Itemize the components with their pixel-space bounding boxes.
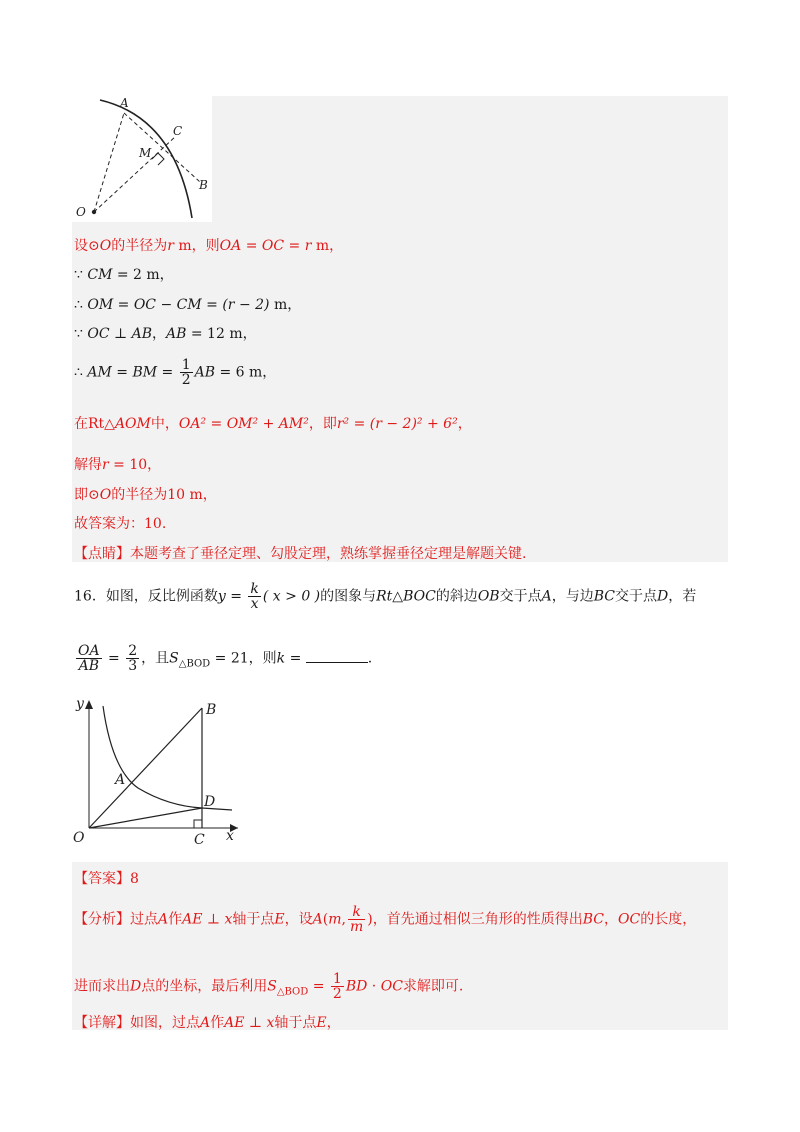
figure-circle-arc bbox=[72, 96, 212, 222]
fraction-oa-over-ab: $\frac{OA}{AB}$ bbox=[78, 643, 100, 674]
fig1-label-o: O bbox=[76, 205, 86, 219]
figure-reciprocal-triangle bbox=[72, 692, 252, 852]
fraction-one-half-2: $\frac{1}{2}$ bbox=[332, 971, 342, 1002]
fig2-label-a: A bbox=[115, 772, 126, 788]
solution-line-6: 在Rt△AOM中，OA² = OM² + AM²，即r² = (r − 2)² + 6²， bbox=[74, 416, 472, 432]
fig1-label-a: A bbox=[120, 96, 129, 110]
fig2-label-x: x bbox=[226, 828, 234, 844]
answer-blank[interactable] bbox=[306, 648, 368, 663]
question-number: 16． bbox=[74, 588, 106, 605]
solution-line-8: 即⊙O的半径为10 m， bbox=[74, 487, 217, 503]
fig2-label-o: O bbox=[73, 830, 85, 846]
key-point-line: 【点睛】本题考查了垂径定理、勾股定理，熟练掌握垂径定理是解题关键. bbox=[74, 546, 527, 562]
question-16-line-2: $\frac{OA}{AB}$ = $\frac{2}{3}$ ，且$S_{\triangle BOD} = 21$，则k = . bbox=[78, 643, 373, 674]
analysis-line-2: 进而求出D点的坐标，最后利用$S_{\triangle BOD}$ = $\frac{1}{2}$ BD · OC求解即可. bbox=[74, 971, 464, 1002]
question-16-line-1: 16．如图，反比例函数y = $\frac{k}{x}$ ( x > 0 )的图象与Rt△BOC的斜边OB交于点A，与边BC交于点D，若 bbox=[74, 581, 697, 612]
fig2-label-y: y bbox=[76, 696, 84, 712]
fig2-label-c: C bbox=[194, 832, 205, 848]
solution-line-9: 故答案为：10. bbox=[74, 516, 167, 532]
analysis-line-1: 【分析】过点A作AE ⊥ x轴于点E，设A(m, $\frac{k}{m}$ )，首先通过相似三角形的性质得出BC，OC的长度， bbox=[74, 904, 697, 935]
key-point-tag: 【点睛】 bbox=[74, 546, 130, 562]
fraction-two-thirds: $\frac{2}{3}$ bbox=[128, 643, 138, 674]
answer-tag: 【答案】 bbox=[74, 871, 130, 887]
solution-line-1: 设⊙O的半径为r m，则OA = OC = r m， bbox=[74, 238, 344, 254]
solution-line-4: ∵ OC ⊥ AB，AB = 12 m， bbox=[74, 326, 257, 342]
answer-line bbox=[74, 869, 139, 889]
answer-background bbox=[72, 862, 728, 1030]
fraction-k-over-x: $\frac{k}{x}$ bbox=[250, 581, 259, 612]
fraction-one-half: $\frac{1}{2}$ bbox=[181, 357, 191, 388]
solution-line-2: ∵ CM = 2 m， bbox=[74, 267, 174, 283]
solution-line-5: ∴ AM = BM = $\frac{1}{2}$ AB = 6 m， bbox=[74, 357, 277, 388]
solution-line-7: 解得r = 10， bbox=[74, 457, 162, 473]
detail-line: 【详解】如图，过点A作AE ⊥ x轴于点E， bbox=[74, 1015, 341, 1031]
fig1-label-b: B bbox=[199, 178, 208, 192]
solution-line-3: ∴ OM = OC − CM = (r − 2) m， bbox=[74, 297, 302, 313]
detail-tag: 【详解】 bbox=[74, 1015, 130, 1031]
analysis-tag: 【分析】 bbox=[74, 911, 130, 928]
fig2-label-d: D bbox=[204, 794, 216, 810]
fig2-label-b: B bbox=[206, 702, 217, 718]
fraction-k-over-m: $\frac{k}{m}$ bbox=[349, 904, 364, 935]
fig1-label-c: C bbox=[173, 124, 183, 138]
fig1-label-m: M bbox=[139, 146, 152, 160]
answer-value: 8 bbox=[130, 871, 139, 887]
